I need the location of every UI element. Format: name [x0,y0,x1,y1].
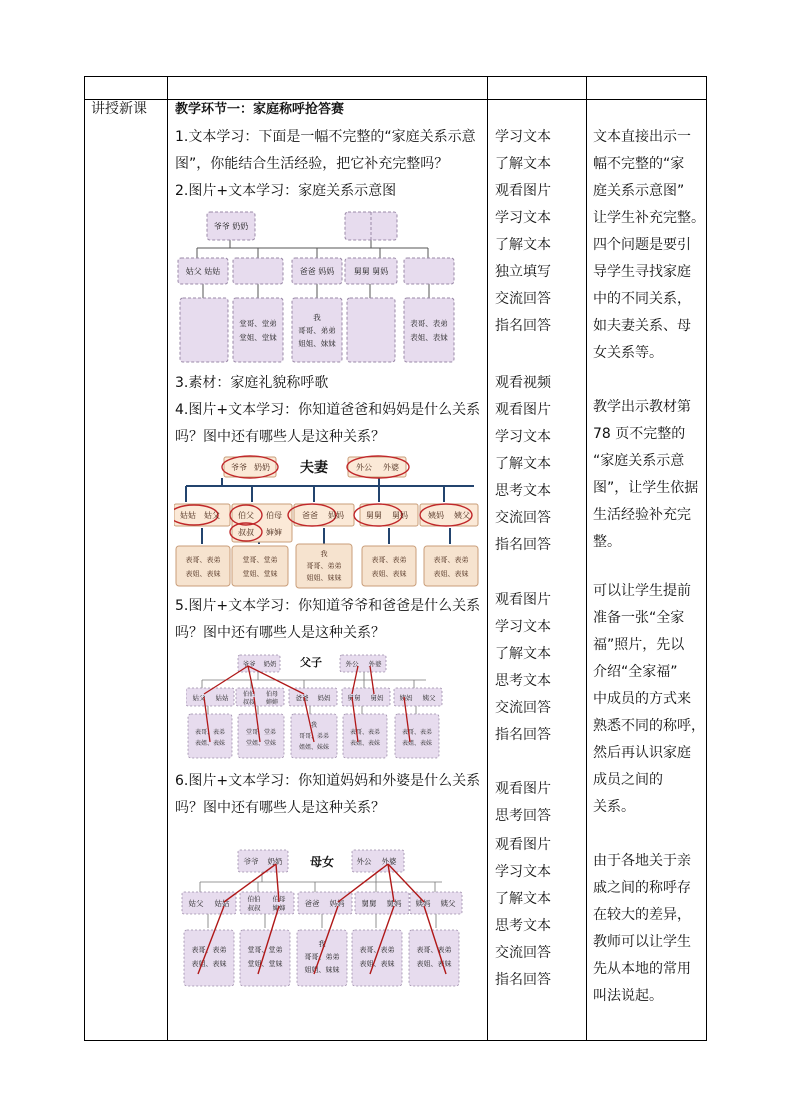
item6-line2: 吗？图中还有哪些人是这种关系？ [175,800,385,816]
svg-text:姐姐、妹妹: 姐姐、妹妹 [304,966,340,974]
note-line: 由于各地关于亲 [593,853,691,869]
d4-label: 舅妈 [386,899,402,908]
svg-text:伯母: 伯母 [272,895,286,903]
activity: 观看图片 [495,781,551,797]
activity: 交流回答 [495,291,551,307]
svg-text:表哥、表弟: 表哥、表弟 [349,729,381,736]
activity: 观看图片 [495,402,551,418]
note-line: 介绍“全家福” [593,664,678,680]
svg-text:哥哥、弟弟: 哥哥、弟弟 [304,953,340,961]
activity: 观看图片 [495,183,551,199]
activity: 学习文本 [495,864,551,880]
note-line: 中成员的方式来 [593,691,691,707]
activity: 思考回答 [495,808,551,824]
svg-text:堂哥、堂弟: 堂哥、堂弟 [242,556,278,564]
activity: 交流回答 [495,510,551,526]
activity: 学习文本 [495,129,551,145]
svg-text:表姐、表妹: 表姐、表妹 [401,740,433,747]
item3-text: 3.素材：家庭礼貌称呼歌 [175,375,329,391]
svg-text:堂哥、堂弟: 堂哥、堂弟 [245,729,277,736]
activity: 思考文本 [495,918,551,934]
svg-text:哥哥、弟弟: 哥哥、弟弟 [306,562,342,570]
svg-text:叔叔: 叔叔 [247,904,261,912]
note-line: 戚之间的称呼存 [593,880,691,896]
row-label: 讲授新课 [91,101,147,117]
item1-line2: 图”，你能结合生活经验，把它补充完整吗？ [175,156,449,172]
note-line: 在较大的差异， [593,907,691,923]
d4-label: 外公 [356,857,372,866]
note-line: “家庭关系示意 [593,453,685,469]
activity: 独立填写 [495,264,551,280]
family-diagram-incomplete [175,208,465,368]
d3-label: 姑父 [192,694,206,702]
svg-text:姐姐、妹妹: 姐姐、妹妹 [306,574,342,582]
svg-text:表哥、表弟: 表哥、表弟 [185,556,221,564]
note-line: 四个问题是要引 [593,237,691,253]
item1-line1: 1.文本学习：下面是一幅不完整的“家庭关系示意 [175,129,476,145]
d3-label: 外婆 [368,660,382,668]
activity: 指名回答 [495,972,551,988]
d3-label: 姨妈 [399,694,413,702]
item5-line1: 5.图片+文本学习：你知道爷爷和爸爸是什么关系 [175,598,481,614]
note-line: 78 页不完整的 [593,426,686,442]
svg-text:表哥、表弟: 表哥、表弟 [194,729,226,736]
activity: 学习文本 [495,429,551,445]
d3-label: 姑姑 [215,694,229,702]
d3-label: 爷爷 [242,660,256,668]
svg-text:堂哥、堂弟: 堂哥、堂弟 [239,319,277,328]
note-line: 中的不同关系， [593,291,691,307]
activity: 交流回答 [495,945,551,961]
table-col-line-1 [84,76,85,1041]
note-line: 幅不完整的“家 [593,156,685,172]
activity: 了解文本 [495,456,551,472]
note-line: 如夫妻关系、母 [593,318,691,334]
d2-label: 外婆 [383,463,399,472]
svg-text:我: 我 [313,313,321,322]
d1-top-left-label: 爷爷 奶奶 [213,222,249,231]
note-line: 熟悉不同的称呼， [593,718,705,734]
svg-text:姐姐、妹妹: 姐姐、妹妹 [298,339,336,348]
svg-text:表姐、表妹: 表姐、表妹 [185,570,221,578]
d2-label: 爸爸 [302,511,318,520]
note-line: 庭关系示意图” [593,183,685,199]
table-col-line-4 [586,76,587,1041]
item6-line1: 6.图片+文本学习：你知道妈妈和外婆是什么关系 [175,773,481,789]
activity: 了解文本 [495,646,551,662]
svg-text:伯伯: 伯伯 [247,895,261,903]
note-line: 叫法说起。 [593,988,663,1004]
d3-label: 姨父 [422,694,436,702]
svg-text:表姐、表妹: 表姐、表妹 [349,740,381,747]
activity: 指名回答 [495,727,551,743]
d2-label: 舅舅 [366,511,382,520]
d4-label: 爷爷 [243,857,259,866]
d2-label: 姨父 [454,511,470,520]
section-title: 教学环节一：家庭称呼抢答赛 [175,102,345,117]
svg-text:表哥、表弟: 表哥、表弟 [401,729,433,736]
d2-label: 舅妈 [392,511,408,520]
d2-label: 姑父 [204,511,220,520]
table-border-top [84,76,707,77]
d2-label: 婶婶 [266,528,282,537]
svg-text:表姐、表妹: 表姐、表妹 [194,740,226,747]
d4-label: 爸爸 [304,899,320,908]
family-diagram-father-son [186,652,446,762]
svg-text:伯伯: 伯伯 [242,691,256,698]
d3-label: 爸爸 [295,694,309,702]
note-line: 女关系等。 [593,345,663,361]
d2-label: 爷爷 [231,463,247,472]
svg-text:哥哥、弟弟: 哥哥、弟弟 [298,733,330,740]
d3-label: 舅妈 [370,694,384,702]
note-line: 让学生补充完整。 [593,210,705,226]
svg-text:表哥、表弟: 表哥、表弟 [371,556,407,564]
activity: 了解文本 [495,237,551,253]
svg-text:伯母: 伯母 [265,691,279,698]
note-line: 教学出示教材第 [593,399,691,415]
d3-title: 父子 [300,656,322,669]
svg-text:我: 我 [318,940,326,948]
table-col-line-5 [706,76,707,1041]
family-diagram-couple [174,452,482,590]
note-line: 准备一张“全家 [593,610,685,626]
svg-text:哥哥、弟弟: 哥哥、弟弟 [298,326,336,335]
svg-text:表哥、表弟: 表哥、表弟 [359,946,395,954]
note-line: 整。 [593,534,621,550]
table-col-line-3 [487,76,488,1041]
d3-label: 舅舅 [347,694,361,702]
activity: 思考文本 [495,483,551,499]
d4-title: 母女 [309,855,335,869]
svg-text:婶婶: 婶婶 [265,699,279,706]
note-line: 可以让学生提前 [593,583,691,599]
svg-text:表哥、表弟: 表哥、表弟 [410,319,448,328]
d4-label: 奶奶 [267,857,283,866]
d4-label: 姑姑 [214,899,230,908]
item4-line1: 4.图片+文本学习：你知道爸爸和妈妈是什么关系 [175,402,481,418]
svg-text:堂哥、堂弟: 堂哥、堂弟 [247,946,283,954]
svg-text:婶婶: 婶婶 [272,904,286,912]
item4-line2: 吗？图中还有哪些人是这种关系？ [175,429,385,445]
d4-label: 外婆 [381,857,397,866]
activity: 学习文本 [495,619,551,635]
svg-text:我: 我 [310,722,318,729]
svg-text:堂姐、堂妹: 堂姐、堂妹 [247,960,283,968]
d1-mid-label: 舅舅 舅妈 [353,267,389,276]
d2-label: 外公 [356,463,372,472]
d4-label: 姨妈 [415,899,431,908]
d2-label: 妈妈 [328,511,344,520]
activity: 思考文本 [495,673,551,689]
note-line: 关系。 [593,799,635,815]
note-line: 先从本地的常用 [593,961,691,977]
activity: 指名回答 [495,537,551,553]
svg-text:表姐、表妹: 表姐、表妹 [359,960,395,968]
svg-text:姐姐、妹妹: 姐姐、妹妹 [298,744,330,751]
d1-mid-label: 爸爸 妈妈 [299,267,335,276]
svg-text:表姐、表妹: 表姐、表妹 [433,570,469,578]
activity: 了解文本 [495,891,551,907]
activity: 了解文本 [495,156,551,172]
d3-label: 奶奶 [263,660,277,668]
note-line: 生活经验补充完 [593,507,691,523]
d3-label: 外公 [345,660,359,668]
activity: 观看视频 [495,375,551,391]
svg-text:表姐、表妹: 表姐、表妹 [410,333,448,342]
d1-mid-label: 姑父 姑姑 [185,267,221,276]
note-line: 文本直接出示一 [593,129,691,145]
table-border-bottom [84,1040,707,1041]
svg-text:我: 我 [320,550,328,558]
d2-label: 奶奶 [254,463,270,472]
svg-text:堂姐、堂妹: 堂姐、堂妹 [245,740,277,747]
activity: 指名回答 [495,318,551,334]
d2-label: 伯母 [266,511,282,520]
d4-label: 舅舅 [361,899,377,908]
table-col-line-2 [167,76,168,1041]
d4-label: 姑父 [188,899,204,908]
svg-text:表姐、表妹: 表姐、表妹 [371,570,407,578]
item5-line2: 吗？图中还有哪些人是这种关系？ [175,625,385,641]
svg-text:堂姐、堂妹: 堂姐、堂妹 [239,333,277,342]
note-line: 图”，让学生依据 [593,480,699,496]
note-line: 导学生寻找家庭 [593,264,691,280]
d2-label: 叔叔 [238,528,254,537]
note-line: 教师可以让学生 [593,934,691,950]
d4-label: 姨父 [440,899,456,908]
svg-text:表姐、表妹: 表姐、表妹 [191,960,227,968]
item2-text: 2.图片+文本学习：家庭关系示意图 [175,183,397,199]
activity: 学习文本 [495,210,551,226]
svg-text:表姐、表妹: 表姐、表妹 [416,960,452,968]
d2-label: 伯父 [238,511,254,520]
svg-text:表哥、表弟: 表哥、表弟 [191,946,227,954]
note-line: 然后再认识家庭 [593,745,691,761]
svg-text:叔叔: 叔叔 [242,699,256,706]
activity: 观看图片 [495,837,551,853]
note-line: 福”照片，先以 [593,637,685,653]
svg-text:表哥、表弟: 表哥、表弟 [433,556,469,564]
family-diagram-mother-daughter [180,848,464,988]
note-line: 成员之间的 [593,772,663,788]
d2-label: 姑姑 [180,511,196,520]
svg-text:堂姐、堂妹: 堂姐、堂妹 [242,570,278,578]
d3-label: 妈妈 [317,694,331,702]
d2-title: 夫妻 [300,460,328,476]
activity: 交流回答 [495,700,551,716]
d4-label: 妈妈 [329,899,345,908]
activity: 观看图片 [495,592,551,608]
svg-text:表哥、表弟: 表哥、表弟 [416,946,452,954]
d2-label: 姨妈 [428,511,444,520]
